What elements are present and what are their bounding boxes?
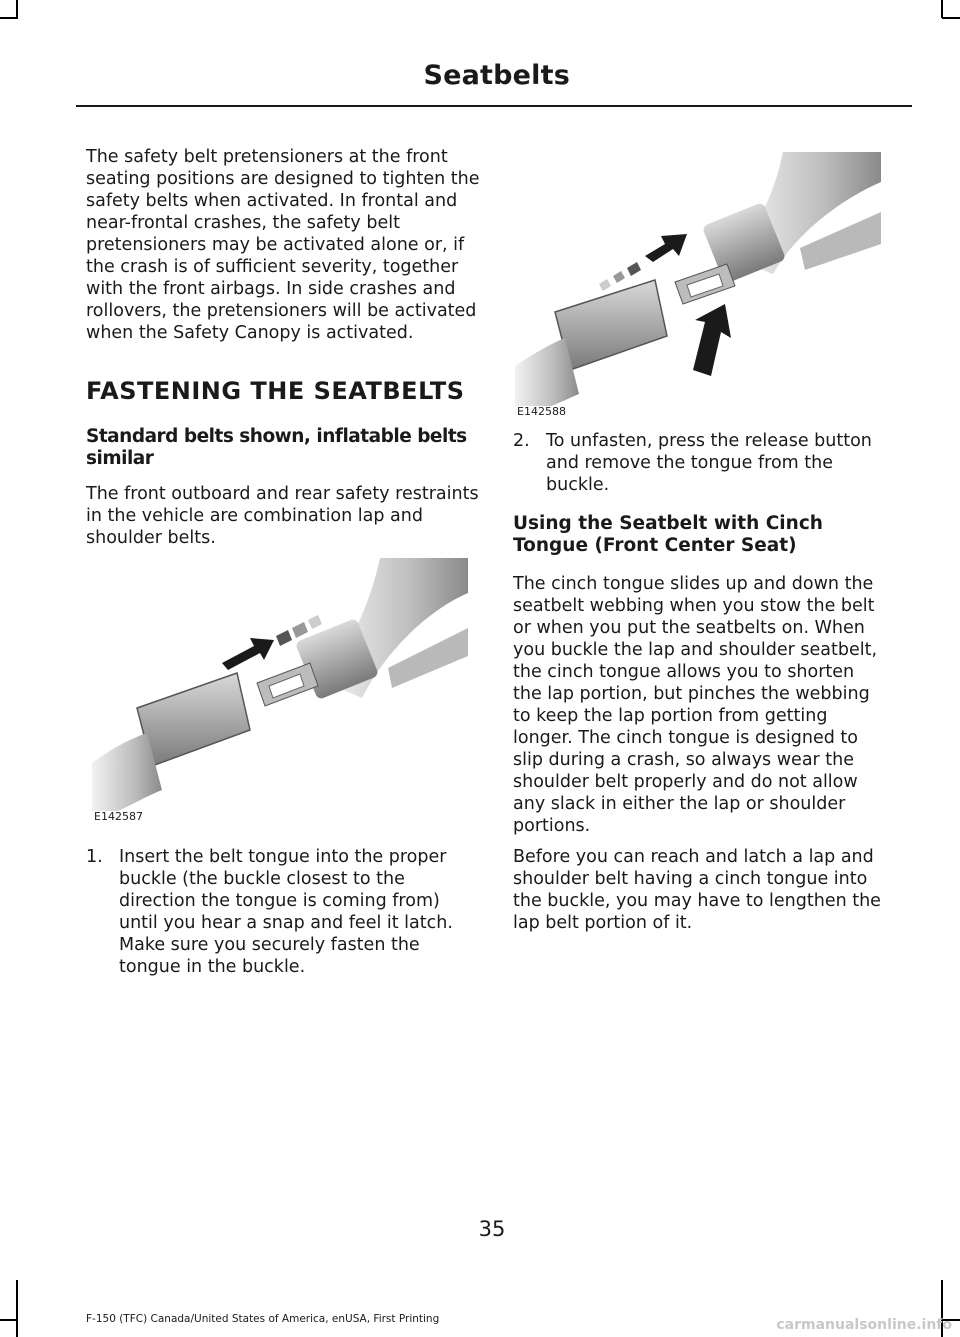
crop-mark — [16, 1280, 18, 1337]
watermark: carmanualsonline.info — [776, 1317, 952, 1333]
seatbelt-unfasten-illustration — [515, 152, 881, 418]
page-title: Seatbelts — [423, 60, 570, 91]
intro-paragraph: The safety belt pretensioners at the front seating positions are designed to tighten the safety belts when activated. In frontal and near-frontal crashes, the safety belt pretensioners may be activated alone or, if the crash is of sufficient severity, together with the front airbags. In side crashes and rollovers, the pretensioners will be activated when the Safety Canopy is activated. — [86, 147, 480, 343]
step-number: 1. — [86, 847, 103, 867]
cinch-tongue-paragraph: The cinch tongue slides up and down the seatbelt webbing when you stow the belt or when you put the seatbelts on. When you buckle the lap and shoulder seatbelt, the cinch tongue allows you to shorten the lap portion, but pinches the webbing to keep the lap portion from getting longer. The cinch tongue is designed to slip during a crash, so always wear the shoulder belt properly and do not allow any slack in either the lap or shoulder portions. — [513, 574, 878, 836]
subheading: Standard belts shown, inflatable belts similar — [86, 426, 467, 469]
belts-paragraph: The front outboard and rear safety restraints in the vehicle are combination lap and shoulder belts. — [86, 484, 479, 548]
step-1 — [86, 846, 480, 978]
right-column — [513, 152, 883, 934]
page-number: 35 — [478, 1217, 506, 1241]
header-rule — [76, 105, 912, 107]
figure-code: E142587 — [94, 810, 143, 823]
subheading: Using the Seatbelt with Cinch Tongue (Front Center Seat) — [513, 513, 823, 556]
step-text: Insert the belt tongue into the proper buckle (the buckle closest to the direction the tongue is coming from) until you hear a snap and feel it latch. Make sure you securely fasten the tongue in the buckle. — [119, 847, 453, 977]
figure-unfasten-belt — [515, 152, 881, 418]
seatbelt-fasten-illustration — [92, 558, 468, 823]
figure-fasten-belt — [92, 558, 468, 823]
left-column — [86, 146, 480, 978]
crop-mark — [941, 0, 943, 18]
crop-mark — [0, 1319, 18, 1321]
step-2 — [513, 430, 883, 496]
crop-mark — [942, 17, 960, 19]
step-number: 2. — [513, 431, 530, 451]
footer: F-150 (TFC) Canada/United States of America, enUSA, First Printing — [86, 1313, 440, 1325]
section-heading: FASTENING THE SEATBELTS — [86, 377, 465, 405]
crop-mark — [16, 0, 18, 18]
lengthen-belt-paragraph: Before you can reach and latch a lap and shoulder belt having a cinch tongue into the buckle, you may have to lengthen the lap belt portion of it. — [513, 847, 881, 933]
crop-mark — [0, 17, 18, 19]
step-text: To unfasten, press the release button and remove the tongue from the buckle. — [546, 431, 872, 495]
figure-code: E142588 — [517, 405, 566, 418]
